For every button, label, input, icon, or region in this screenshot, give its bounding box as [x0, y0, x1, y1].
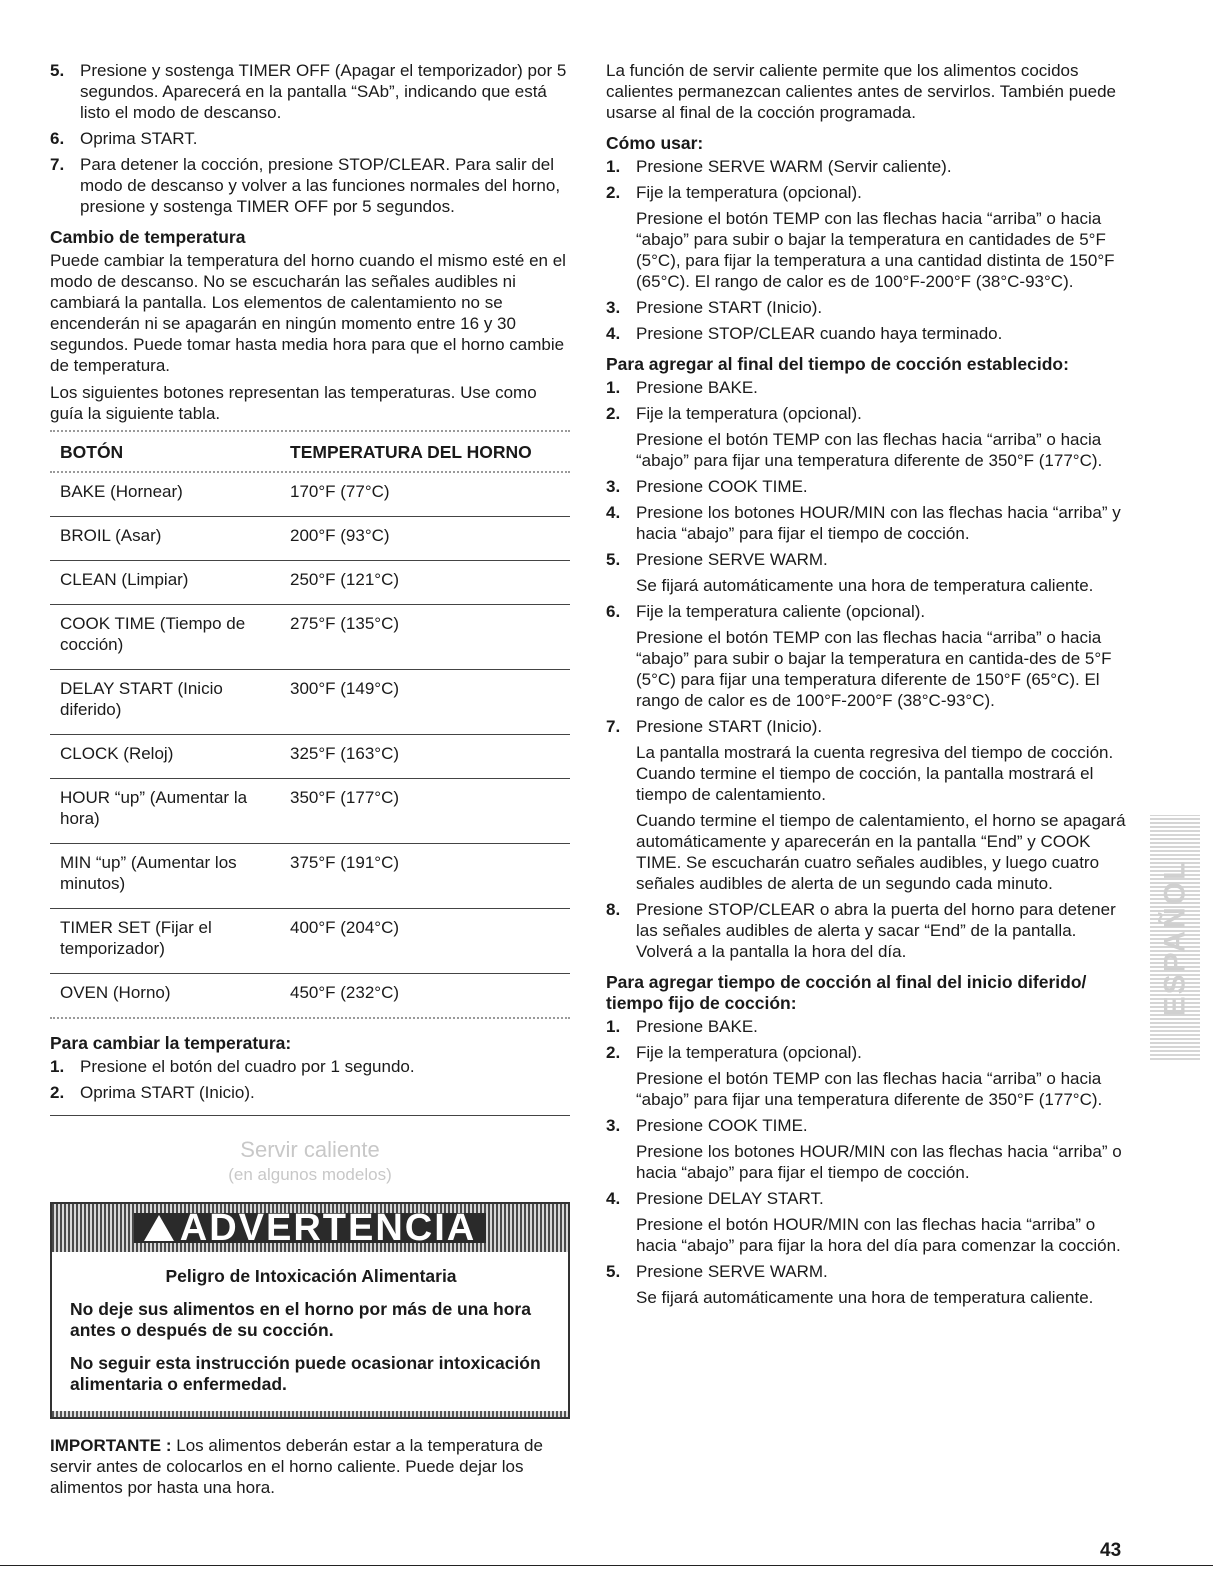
step-text: Para detener la cocción, presione STOP/CLEAR. Para salir del modo de descanso y volver a las funciones normales del horno, presione y sostenga TIMER OFF por 5 segundos. [80, 155, 561, 216]
step-item [606, 377, 1126, 398]
table-header-button: BOTÓN [60, 442, 124, 462]
step-text: Presione START (Inicio). [636, 717, 823, 736]
serve-warm-intro: La función de servir caliente permite que los alimentos cocidos calientes permanezcan calientes antes de servirlos. También puede usarse al final de la cocción programada. [606, 61, 1116, 122]
step-text: Fije la temperatura (opcional). [636, 1043, 862, 1062]
warning-label-text: ADVERTENCIA [179, 1206, 477, 1249]
step-item [606, 182, 1126, 203]
warning-footer-stripe [52, 1411, 568, 1417]
step-number: 1. [606, 157, 621, 176]
how-to-use-steps [606, 156, 1126, 344]
step-detail: Presione el botón HOUR/MIN con las flechas hacia “arriba” o hacia “abajo” para fijar la hora del día para comenzar la cocción. [636, 1215, 1121, 1255]
step-item [606, 716, 1126, 737]
table-row [50, 974, 570, 1018]
section-title: Servir caliente [240, 1137, 380, 1162]
table-row [50, 561, 570, 605]
warning-line-2: No seguir esta instrucción puede ocasionar intoxicación alimentaria o enfermedad. [70, 1353, 541, 1394]
steps-top-list [50, 60, 570, 217]
step-text: Oprima START (Inicio). [80, 1083, 255, 1102]
step-number: 3. [606, 298, 621, 317]
step-item [606, 1042, 1126, 1063]
step-number: 2. [606, 1043, 621, 1062]
table-cell-temperature: 325°F (163°C) [280, 735, 570, 779]
step-text: Fije la temperatura (opcional). [636, 404, 862, 423]
step-item [606, 1188, 1126, 1209]
add-delay-steps-list [606, 1016, 1126, 1308]
step-item [606, 601, 1126, 622]
step-number: 1. [50, 1057, 65, 1076]
step-text: Fije la temperatura caliente (opcional). [636, 602, 926, 621]
table-row [50, 517, 570, 561]
step-text: Presione SERVE WARM (Servir caliente). [636, 157, 952, 176]
table-top-rule [50, 430, 570, 432]
step-text: Presione BAKE. [636, 378, 758, 397]
step-number: 6. [606, 602, 621, 621]
step-item [606, 502, 1126, 544]
table-cell-button: TIMER SET (Fijar el temporizador) [50, 909, 280, 974]
step-detail: La pantalla mostrará la cuenta regresiva del tiempo de cocción. Cuando termine el tiempo de cocción, la pantalla mostrará el tiempo de calentamiento. [636, 743, 1114, 804]
step-number: 7. [50, 155, 65, 174]
step-item [606, 323, 1126, 344]
table-row [50, 735, 570, 779]
temp-change-paragraph-2: Los siguientes botones representan las temperaturas. Use como guía la siguiente tabla. [50, 383, 537, 423]
side-tab-label: ESPAÑOL [1158, 859, 1192, 1016]
table-header-row [50, 434, 570, 471]
step-number: 6. [50, 129, 65, 148]
warning-triangle-icon [144, 1215, 174, 1241]
step-item [606, 1261, 1126, 1282]
step-number: 2. [606, 404, 621, 423]
important-label: IMPORTANTE : [50, 1436, 172, 1455]
step-item [606, 1016, 1126, 1037]
table-cell-button: BAKE (Hornear) [50, 473, 280, 517]
warning-label [134, 1206, 486, 1249]
table-cell-button: COOK TIME (Tiempo de cocción) [50, 605, 280, 670]
step-item [606, 899, 1126, 962]
table-row [50, 844, 570, 909]
step-number: 4. [606, 1189, 621, 1208]
step-text: Presione SERVE WARM. [636, 1262, 828, 1281]
warning-line-1: No deje sus alimentos en el horno por más de una hora antes o después de su cocción. [70, 1299, 531, 1340]
step-item [50, 128, 570, 149]
table-cell-temperature: 200°F (93°C) [280, 517, 570, 561]
step-text: Oprima START. [80, 129, 198, 148]
step-item [50, 1082, 570, 1103]
step-text: Presione BAKE. [636, 1017, 758, 1036]
step-text: Presione COOK TIME. [636, 477, 808, 496]
step-item [606, 1115, 1126, 1136]
how-to-use-heading: Cómo usar: [606, 133, 704, 153]
step-text: Fije la temperatura (opcional). [636, 183, 862, 202]
step-number: 1. [606, 378, 621, 397]
step-number: 5. [50, 61, 65, 80]
temp-change-heading: Cambio de temperatura [50, 227, 246, 247]
table-header-temperature: TEMPERATURA DEL HORNO [290, 442, 532, 462]
table-row [50, 779, 570, 844]
step-number: 5. [606, 550, 621, 569]
step-number: 2. [606, 183, 621, 202]
table-cell-button: MIN “up” (Aumentar los minutos) [50, 844, 280, 909]
right-column [606, 60, 1126, 1313]
change-temp-steps-list [50, 1056, 570, 1103]
change-temp-heading: Para cambiar la temperatura: [50, 1033, 292, 1053]
add-end-heading: Para agregar al final del tiempo de cocción establecido: [606, 354, 1069, 374]
table-row [50, 473, 570, 517]
page-number: 43 [1100, 1540, 1122, 1561]
bottom-rule [0, 1565, 1213, 1566]
temp-change-paragraph-1: Puede cambiar la temperatura del horno cuando el mismo esté en el modo de descanso. No se escucharán las señales audibles ni cambiará la pantalla. Los elementos de calentamiento no se encenderán ni se apagarán en ningún momento entre 16 y 30 segundos. Puede tomar hasta media hora para que el horno cambie de temperatura. [50, 251, 566, 375]
warning-box [50, 1202, 570, 1419]
step-number: 5. [606, 1262, 621, 1281]
step-text: Presione STOP/CLEAR o abra la puerta del horno para detener las señales audibles de alerta y sacar “End” de la pantalla. Volverá a la pantalla la hora del día. [636, 900, 1116, 961]
table-body [50, 473, 570, 1017]
step-detail: Presione los botones HOUR/MIN con las flechas hacia “arriba” o hacia “abajo” para fijar el tiempo de cocción. [636, 1142, 1122, 1182]
step-item [606, 403, 1126, 424]
section-divider [50, 1115, 570, 1116]
table-row [50, 670, 570, 735]
step-number: 4. [606, 503, 621, 522]
table-cell-temperature: 400°F (204°C) [280, 909, 570, 974]
table-cell-temperature: 170°F (77°C) [280, 473, 570, 517]
table-cell-button: CLOCK (Reloj) [50, 735, 280, 779]
step-detail: Se fijará automáticamente una hora de temperatura caliente. [636, 576, 1094, 595]
left-column [50, 60, 570, 1504]
step-item [606, 476, 1126, 497]
step-number: 3. [606, 477, 621, 496]
language-side-tab [1150, 815, 1200, 1060]
table-row [50, 605, 570, 670]
table-cell-button: DELAY START (Inicio diferido) [50, 670, 280, 735]
table-cell-temperature: 450°F (232°C) [290, 983, 400, 1002]
step-text: Presione STOP/CLEAR cuando haya terminado. [636, 324, 1003, 343]
step-item [50, 1056, 570, 1077]
step-detail: Presione el botón TEMP con las flechas hacia “arriba” o hacia “abajo” para fijar una temperatura diferente de 350°F (177°C). [636, 430, 1103, 470]
warning-title: Peligro de Intoxicación Alimentaria [165, 1266, 457, 1286]
step-detail: Se fijará automáticamente una hora de temperatura caliente. [636, 1288, 1094, 1307]
step-detail: Presione el botón TEMP con las flechas hacia “arriba” o hacia “abajo” para subir o bajar la temperatura en cantidades de 5°F (5°C), para fijar la temperatura a una cantidad distinta de 150°F (65°C). El rango de calor es de 100°F-200°F (38°C-93°C). [636, 209, 1115, 291]
table-row [50, 909, 570, 974]
table-cell-button: HOUR “up” (Aumentar la hora) [50, 779, 280, 844]
step-number: 2. [50, 1083, 65, 1102]
step-detail: Presione el botón TEMP con las flechas hacia “arriba” o hacia “abajo” para subir o bajar la temperatura en cantida-des de 5°F (5°C) para fijar una temperatura diferente de 150°F (65°C). El rango de calor es de 100°F-200°F (38°C-93°C). [636, 628, 1112, 710]
table-bottom-rule [50, 1017, 570, 1019]
table-cell-temperature: 275°F (135°C) [280, 605, 570, 670]
step-item [50, 154, 570, 217]
table-cell-button: CLEAN (Limpiar) [50, 561, 280, 605]
important-note [50, 1435, 570, 1498]
table-cell-temperature: 250°F (121°C) [280, 561, 570, 605]
step-number: 3. [606, 1116, 621, 1135]
step-text: Presione los botones HOUR/MIN con las flechas hacia “arriba” y hacia “abajo” para fijar el tiempo de cocción. [636, 503, 1121, 543]
step-text: Presione COOK TIME. [636, 1116, 808, 1135]
warning-header [52, 1204, 568, 1252]
step-number: 4. [606, 324, 621, 343]
step-text: Presione START (Inicio). [636, 298, 823, 317]
add-delay-heading: Para agregar tiempo de cocción al final del inicio diferido/ tiempo fijo de cocción: [606, 972, 1087, 1013]
table-cell-temperature: 300°F (149°C) [280, 670, 570, 735]
step-text: Presione y sostenga TIMER OFF (Apagar el temporizador) por 5 segundos. Aparecerá en la pantalla “SAb”, indicando que está listo el modo de descanso. [80, 61, 567, 122]
section-subtitle: (en algunos modelos) [228, 1165, 392, 1184]
step-number: 8. [606, 900, 621, 919]
step-text: Presione SERVE WARM. [636, 550, 828, 569]
step-item [606, 297, 1126, 318]
warning-body [52, 1252, 568, 1411]
temperature-table [50, 434, 570, 1017]
step-item [606, 549, 1126, 570]
step-text: Presione DELAY START. [636, 1189, 824, 1208]
step-number: 7. [606, 717, 621, 736]
step-detail: Cuando termine el tiempo de calentamiento, el horno se apagará automáticamente y aparecerán en la pantalla “End” y COOK TIME. Se escucharán cuatro señales audibles, y luego cuatro señales audibles de alerta de un segundo cada minuto. [636, 811, 1126, 893]
step-item [606, 156, 1126, 177]
step-text: Presione el botón del cuadro por 1 segundo. [80, 1057, 415, 1076]
table-cell-temperature: 350°F (177°C) [280, 779, 570, 844]
table-cell-temperature: 375°F (191°C) [280, 844, 570, 909]
step-detail: Presione el botón TEMP con las flechas hacia “arriba” o hacia “abajo” para fijar una temperatura diferente de 350°F (177°C). [636, 1069, 1103, 1109]
important-text: Los alimentos deberán estar a la temperatura de servir antes de colocarlos en el horno caliente. Puede dejar los alimentos por hasta una hora. [50, 1436, 543, 1497]
step-item [50, 60, 570, 123]
table-cell-button: OVEN (Horno) [60, 983, 171, 1002]
add-end-steps-list [606, 377, 1126, 962]
step-number: 1. [606, 1017, 621, 1036]
table-cell-button: BROIL (Asar) [50, 517, 280, 561]
